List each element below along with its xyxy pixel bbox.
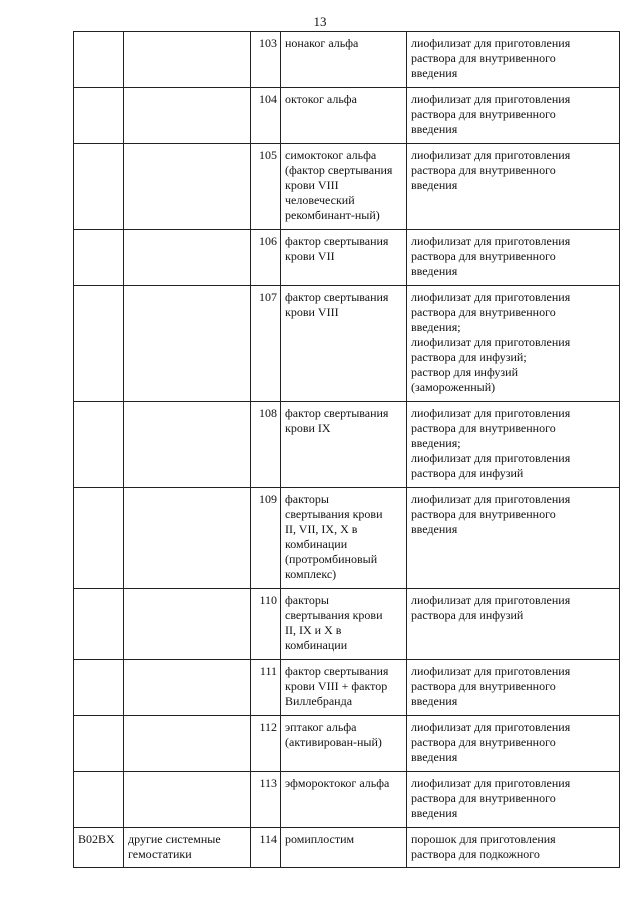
row-number-cell: 105 <box>251 144 281 230</box>
drug-name-cell: фактор свертывания крови VII <box>281 230 407 286</box>
group-name-cell <box>124 660 251 716</box>
drug-name-cell: фактор свертывания крови IX <box>281 402 407 488</box>
drug-name-cell: факторы свертывания крови II, VII, IX, X в комбинации (протромбиновый комплекс) <box>281 488 407 589</box>
dosage-form-cell: лиофилизат для приготовления раствора для внутривенного введения <box>407 230 620 286</box>
dosage-form-cell: лиофилизат для приготовления раствора для внутривенного введения; лиофилизат для приготовления раствора для инфузий; раствор для инфузий (замороженный) <box>407 286 620 402</box>
row-number-cell: 110 <box>251 589 281 660</box>
atc-code-cell <box>74 144 124 230</box>
group-name-cell <box>124 88 251 144</box>
table-row <box>74 828 620 868</box>
drug-name-cell: фактор свертывания крови VIII + фактор Виллебранда <box>281 660 407 716</box>
drug-name-cell: эфмороктоког альфа <box>281 772 407 828</box>
row-number-cell: 112 <box>251 716 281 772</box>
row-number-cell: 113 <box>251 772 281 828</box>
table-row <box>74 88 620 144</box>
atc-code-cell <box>74 230 124 286</box>
dosage-form-cell: порошок для приготовления раствора для подкожного <box>407 828 620 868</box>
group-name-cell <box>124 589 251 660</box>
drug-table <box>73 31 620 868</box>
table-row <box>74 716 620 772</box>
drug-name-cell: ромиплостим <box>281 828 407 868</box>
group-name-cell <box>124 716 251 772</box>
atc-code-cell <box>74 286 124 402</box>
page-number: 13 <box>313 14 327 29</box>
atc-code-cell <box>74 488 124 589</box>
row-number-cell: 103 <box>251 32 281 88</box>
atc-code-cell <box>74 589 124 660</box>
table-row <box>74 660 620 716</box>
drug-name-cell: факторы свертывания крови II, IX и X в комбинации <box>281 589 407 660</box>
row-number-cell: 104 <box>251 88 281 144</box>
group-name-cell <box>124 32 251 88</box>
atc-code-cell <box>74 772 124 828</box>
table-row <box>74 32 620 88</box>
dosage-form-cell: лиофилизат для приготовления раствора для внутривенного введения <box>407 716 620 772</box>
group-name-cell: другие системные гемостатики <box>124 828 251 868</box>
row-number-cell: 111 <box>251 660 281 716</box>
row-number-cell: 108 <box>251 402 281 488</box>
group-name-cell <box>124 230 251 286</box>
drug-name-cell: фактор свертывания крови VIII <box>281 286 407 402</box>
atc-code-cell <box>74 88 124 144</box>
group-name-cell <box>124 144 251 230</box>
table-row <box>74 589 620 660</box>
table-row <box>74 488 620 589</box>
dosage-form-cell: лиофилизат для приготовления раствора для внутривенного введения; лиофилизат для приготовления раствора для инфузий <box>407 402 620 488</box>
atc-code-cell: B02BX <box>74 828 124 868</box>
atc-code-cell <box>74 716 124 772</box>
table-row <box>74 772 620 828</box>
group-name-cell <box>124 772 251 828</box>
group-name-cell <box>124 488 251 589</box>
atc-code-cell <box>74 32 124 88</box>
row-number-cell: 107 <box>251 286 281 402</box>
dosage-form-cell: лиофилизат для приготовления раствора для внутривенного введения <box>407 144 620 230</box>
drug-name-cell: симоктоког альфа (фактор свертывания крови VIII человеческий рекомбинант-ный) <box>281 144 407 230</box>
row-number-cell: 109 <box>251 488 281 589</box>
drug-name-cell: нонаког альфа <box>281 32 407 88</box>
table-row <box>74 230 620 286</box>
group-name-cell <box>124 286 251 402</box>
group-name-cell <box>124 402 251 488</box>
drug-name-cell: октоког альфа <box>281 88 407 144</box>
table-row <box>74 402 620 488</box>
drug-name-cell: эптаког альфа (активирован-ный) <box>281 716 407 772</box>
table-row <box>74 286 620 402</box>
dosage-form-cell: лиофилизат для приготовления раствора для внутривенного введения <box>407 772 620 828</box>
dosage-form-cell: лиофилизат для приготовления раствора для инфузий <box>407 589 620 660</box>
atc-code-cell <box>74 402 124 488</box>
table-row <box>74 144 620 230</box>
row-number-cell: 114 <box>251 828 281 868</box>
dosage-form-cell: лиофилизат для приготовления раствора для внутривенного введения <box>407 660 620 716</box>
dosage-form-cell: лиофилизат для приготовления раствора для внутривенного введения <box>407 32 620 88</box>
dosage-form-cell: лиофилизат для приготовления раствора для внутривенного введения <box>407 488 620 589</box>
dosage-form-cell: лиофилизат для приготовления раствора для внутривенного введения <box>407 88 620 144</box>
row-number-cell: 106 <box>251 230 281 286</box>
atc-code-cell <box>74 660 124 716</box>
